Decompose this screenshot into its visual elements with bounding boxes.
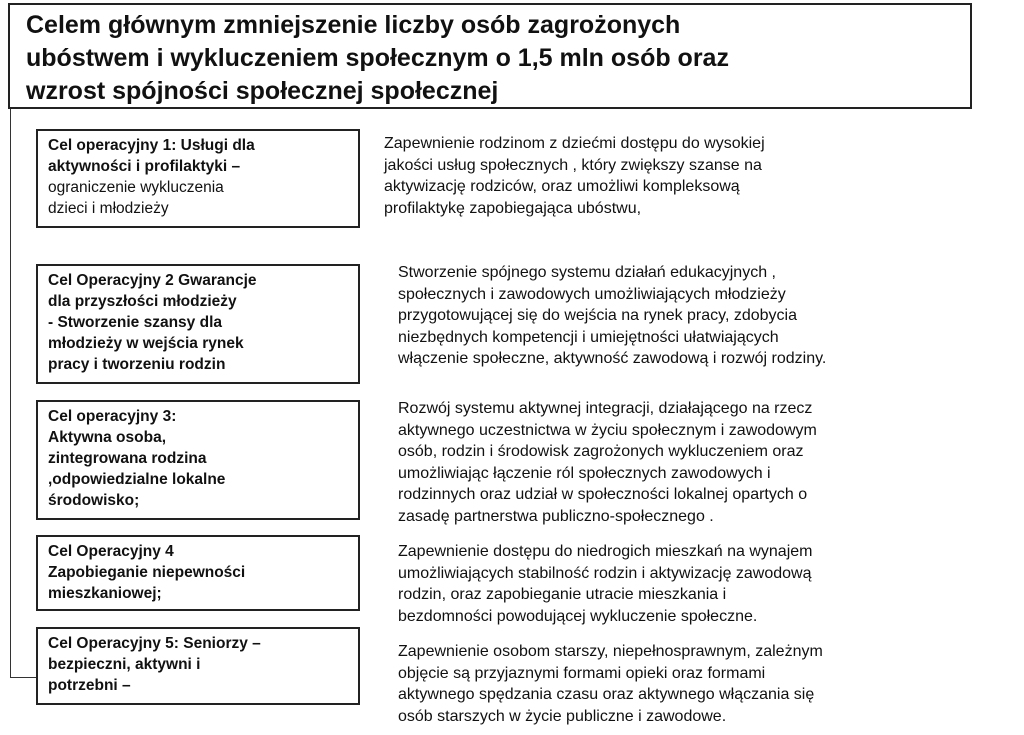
description-line: Rozwój systemu aktywnej integracji, działającego na rzecz: [398, 400, 813, 417]
main-goal-line: wzrost spójności społecznej społecznej: [26, 77, 499, 105]
main-goal-box: [8, 3, 972, 109]
operational-goal-3-description: [398, 398, 1018, 527]
description-line: społecznych i zawodowych umożliwiających młodzieży: [398, 285, 786, 303]
operational-goal-3-box: [36, 400, 360, 520]
goal-label-line: ,odpowiedzialne lokalne: [48, 471, 226, 488]
goal-label-line: dla przyszłości młodzieży: [48, 293, 237, 310]
description-line: objęcie są przyjaznymi formami opieki oraz formami: [398, 664, 766, 682]
description-line: Zapewnienie rodzinom z dziećmi dostępu do wysokiej: [384, 135, 765, 152]
operational-goal-5-box: [36, 627, 360, 705]
operational-goal-5-description: [398, 641, 1018, 727]
description-line: umożliwiających stabilność rodzin i aktywizację zawodową: [398, 564, 812, 582]
description-line: bezdomności powodującej wykluczenie społeczne.: [398, 607, 758, 625]
goal-label-line: Aktywna osoba,: [48, 429, 166, 446]
main-goal-line: Celem głównym zmniejszenie liczby osób zagrożonych: [26, 11, 681, 39]
operational-goal-1-description: [384, 133, 1004, 219]
goal-label-line: aktywności i profilaktyki –: [48, 158, 241, 175]
goal-label-line: Zapobieganie niepewności: [48, 564, 246, 581]
description-line: osób, rodzin i środowisk zagrożonych wykluczeniem oraz: [398, 443, 804, 460]
description-line: umożliwiając łączenie ról społecznych zawodowych i: [398, 464, 771, 482]
description-line: jakości usług społecznych , który zwiększy szanse na: [384, 156, 762, 174]
goal-label-line: Cel operacyjny 1: Usługi dla: [48, 137, 255, 154]
goal-label-line: środowisko;: [48, 492, 140, 509]
description-line: rodzin, oraz zapobieganie utracie mieszkania i: [398, 586, 727, 603]
description-line: rodzinnych oraz udział w społeczności lokalnej opartych o: [398, 486, 808, 503]
goal-label-line: ograniczenie wykluczenia: [48, 179, 224, 196]
operational-goal-1-box: [36, 129, 360, 228]
goal-label-line: mieszkaniowej;: [48, 585, 162, 602]
description-line: aktywizację rodziców, oraz umożliwi kompleksową: [384, 178, 740, 195]
goal-label-line: - Stworzenie szansy dla: [48, 314, 222, 331]
connector-branch: [10, 677, 36, 678]
description-line: niezbędnych kompetencji i umiejętności ułatwiających: [398, 328, 779, 346]
operational-goal-2-box: [36, 264, 360, 384]
description-line: Zapewnienie osobom starszy, niepełnosprawnym, zależnym: [398, 643, 823, 660]
description-line: Zapewnienie dostępu do niedrogich mieszkań na wynajem: [398, 543, 813, 560]
operational-goal-4-description: [398, 541, 1018, 627]
goal-label-line: dzieci i młodzieży: [48, 200, 169, 217]
description-line: przygotowującej się do wejścia na rynek pracy, zdobycia: [398, 307, 798, 324]
description-line: aktywnego spędzania czasu oraz aktywnego włączania się: [398, 686, 815, 703]
connector-spine: [10, 109, 11, 677]
main-goal-line: ubóstwem i wykluczeniem społecznym o 1,5 mln osób oraz: [26, 44, 729, 72]
description-line: aktywnego uczestnictwa w życiu społecznym i zawodowym: [398, 421, 817, 439]
goal-label-line: zintegrowana rodzina: [48, 450, 207, 467]
description-line: osób starszych w życie publiczne i zawodowe.: [398, 707, 727, 725]
goal-label-line: pracy i tworzeniu rodzin: [48, 356, 226, 373]
description-line: włączenie społeczne, aktywność zawodową i rozwój rodziny.: [398, 350, 827, 367]
goal-label-line: bezpieczni, aktywni i: [48, 656, 201, 673]
operational-goal-2-description: [398, 262, 1018, 370]
description-line: profilaktykę zapobiegająca ubóstwu,: [384, 199, 642, 217]
goal-label-line: Cel Operacyjny 2 Gwarancje: [48, 272, 257, 289]
goal-label-line: Cel Operacyjny 5: Seniorzy –: [48, 635, 261, 652]
goal-label-line: Cel Operacyjny 4: [48, 543, 174, 560]
goal-label-line: potrzebni –: [48, 677, 131, 694]
goal-label-line: Cel operacyjny 3:: [48, 408, 177, 425]
operational-goal-4-box: [36, 535, 360, 611]
goal-label-line: młodzieży w wejścia rynek: [48, 335, 244, 352]
description-line: Stworzenie spójnego systemu działań edukacyjnych ,: [398, 264, 776, 281]
description-line: zasadę partnerstwa publiczno-społecznego .: [398, 507, 714, 525]
